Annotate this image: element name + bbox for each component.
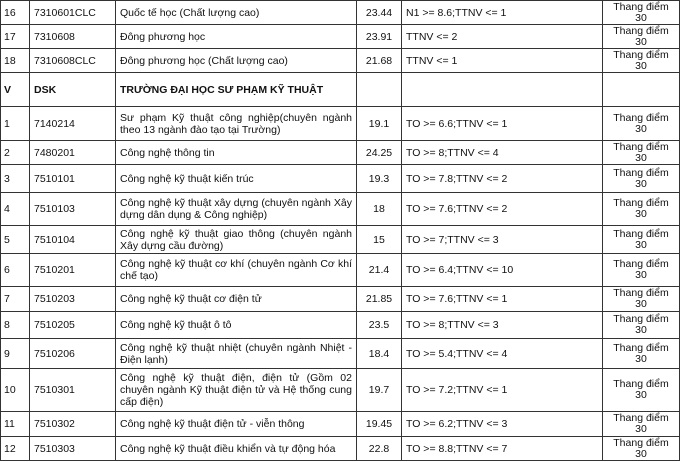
scale-cell: Thang điểm 30 — [603, 369, 680, 412]
table-row — [1, 107, 680, 141]
table-row — [1, 73, 680, 107]
criteria-cell: TO >= 8;TTNV <= 3 — [402, 312, 603, 339]
stt-cell: 7 — [1, 287, 30, 312]
table-row — [1, 141, 680, 165]
score-cell: 23.44 — [357, 1, 402, 25]
table-row — [1, 226, 680, 254]
scale-cell: Thang điểm 30 — [603, 287, 680, 312]
scale-cell: Thang điểm 30 — [603, 312, 680, 339]
stt-cell: V — [1, 73, 30, 107]
name-cell: Đông phương học — [116, 25, 357, 49]
scale-cell: Thang điểm 30 — [603, 141, 680, 165]
criteria-cell: N1 >= 8.6;TTNV <= 1 — [402, 1, 603, 25]
code-cell: 7510206 — [30, 339, 116, 369]
score-cell: 24.25 — [357, 141, 402, 165]
stt-cell: 17 — [1, 25, 30, 49]
stt-cell: 2 — [1, 141, 30, 165]
score-cell: 19.1 — [357, 107, 402, 141]
score-cell: 21.4 — [357, 254, 402, 287]
scale-cell: Thang điểm 30 — [603, 25, 680, 49]
table-row — [1, 1, 680, 25]
score-cell: 21.85 — [357, 287, 402, 312]
stt-cell: 4 — [1, 193, 30, 226]
criteria-cell: TO >= 7.6;TTNV <= 1 — [402, 287, 603, 312]
name-cell: Công nghệ kỹ thuật nhiệt (chuyên ngành Nhiệt - Điện lạnh) — [116, 339, 357, 369]
code-cell: 7510303 — [30, 437, 116, 461]
criteria-cell: TO >= 7.2;TTNV <= 1 — [402, 369, 603, 412]
scale-cell: Thang điểm 30 — [603, 165, 680, 193]
criteria-cell: TO >= 7;TTNV <= 3 — [402, 226, 603, 254]
stt-cell: 5 — [1, 226, 30, 254]
criteria-cell: TO >= 6.4;TTNV <= 10 — [402, 254, 603, 287]
table-row — [1, 49, 680, 73]
criteria-cell: TO >= 8;TTNV <= 4 — [402, 141, 603, 165]
name-cell: Công nghệ kỹ thuật điều khiển và tự động hóa — [116, 437, 357, 461]
name-cell: Công nghệ kỹ thuật kiến trúc — [116, 165, 357, 193]
scale-cell: Thang điểm 30 — [603, 254, 680, 287]
scale-cell: Thang điểm 30 — [603, 412, 680, 437]
table-row — [1, 254, 680, 287]
code-cell: 7310601CLC — [30, 1, 116, 25]
criteria-cell: TO >= 8.8;TTNV <= 7 — [402, 437, 603, 461]
score-cell: 18.4 — [357, 339, 402, 369]
code-cell: 7510104 — [30, 226, 116, 254]
code-cell: 7510205 — [30, 312, 116, 339]
score-cell — [357, 73, 402, 107]
stt-cell: 6 — [1, 254, 30, 287]
name-cell: TRƯỜNG ĐẠI HỌC SƯ PHẠM KỸ THUẬT — [116, 73, 357, 107]
score-cell: 18 — [357, 193, 402, 226]
table-row — [1, 412, 680, 437]
score-cell: 23.91 — [357, 25, 402, 49]
score-cell: 23.5 — [357, 312, 402, 339]
stt-cell: 16 — [1, 1, 30, 25]
name-cell: Công nghệ kỹ thuật cơ điện tử — [116, 287, 357, 312]
table-row — [1, 437, 680, 461]
table-row — [1, 165, 680, 193]
table-row — [1, 193, 680, 226]
criteria-cell — [402, 73, 603, 107]
code-cell: 7310608 — [30, 25, 116, 49]
stt-cell: 1 — [1, 107, 30, 141]
stt-cell: 12 — [1, 437, 30, 461]
scale-cell: Thang điểm 30 — [603, 437, 680, 461]
scale-cell: Thang điểm 30 — [603, 1, 680, 25]
scale-cell: Thang điểm 30 — [603, 49, 680, 73]
name-cell: Công nghệ kỹ thuật giao thông (chuyên ngành Xây dựng cầu đường) — [116, 226, 357, 254]
code-cell: 7510301 — [30, 369, 116, 412]
stt-cell: 9 — [1, 339, 30, 369]
score-cell: 19.3 — [357, 165, 402, 193]
score-cell: 19.7 — [357, 369, 402, 412]
table-body — [1, 1, 680, 461]
name-cell: Công nghệ kỹ thuật xây dựng (chuyên ngành Xây dựng dân dụng & Công nghiệp) — [116, 193, 357, 226]
name-cell: Sư phạm Kỹ thuật công nghiệp(chuyên ngành theo 13 ngành đào tạo tại Trường) — [116, 107, 357, 141]
code-cell: 7310608CLC — [30, 49, 116, 73]
score-cell: 22.8 — [357, 437, 402, 461]
name-cell: Công nghệ kỹ thuật điện, điện tử (Gồm 02 chuyên ngành Kỹ thuật điện tử và Hệ thống cung cấp điện) — [116, 369, 357, 412]
scale-cell: Thang điểm 30 — [603, 339, 680, 369]
criteria-cell: TO >= 6.6;TTNV <= 1 — [402, 107, 603, 141]
code-cell: 7510103 — [30, 193, 116, 226]
name-cell: Công nghệ thông tin — [116, 141, 357, 165]
stt-cell: 8 — [1, 312, 30, 339]
criteria-cell: TTNV <= 2 — [402, 25, 603, 49]
code-cell: 7480201 — [30, 141, 116, 165]
name-cell: Đông phương học (Chất lượng cao) — [116, 49, 357, 73]
code-cell: 7140214 — [30, 107, 116, 141]
stt-cell: 11 — [1, 412, 30, 437]
name-cell: Công nghệ kỹ thuật ô tô — [116, 312, 357, 339]
scale-cell: Thang điểm 30 — [603, 226, 680, 254]
criteria-cell: TO >= 7.6;TTNV <= 2 — [402, 193, 603, 226]
score-cell: 15 — [357, 226, 402, 254]
scale-cell: Thang điểm 30 — [603, 193, 680, 226]
criteria-cell: TO >= 6.2;TTNV <= 3 — [402, 412, 603, 437]
score-cell: 21.68 — [357, 49, 402, 73]
criteria-cell: TTNV <= 1 — [402, 49, 603, 73]
score-cell: 19.45 — [357, 412, 402, 437]
code-cell: 7510101 — [30, 165, 116, 193]
code-cell: DSK — [30, 73, 116, 107]
stt-cell: 18 — [1, 49, 30, 73]
table-row — [1, 339, 680, 369]
criteria-cell: TO >= 5.4;TTNV <= 4 — [402, 339, 603, 369]
name-cell: Quốc tế học (Chất lượng cao) — [116, 1, 357, 25]
code-cell: 7510302 — [30, 412, 116, 437]
code-cell: 7510201 — [30, 254, 116, 287]
table-row — [1, 369, 680, 412]
table-row — [1, 312, 680, 339]
scale-cell — [603, 73, 680, 107]
criteria-cell: TO >= 7.8;TTNV <= 2 — [402, 165, 603, 193]
name-cell: Công nghệ kỹ thuật điện tử - viễn thông — [116, 412, 357, 437]
table-row — [1, 287, 680, 312]
scale-cell: Thang điểm 30 — [603, 107, 680, 141]
table-row — [1, 25, 680, 49]
code-cell: 7510203 — [30, 287, 116, 312]
name-cell: Công nghệ kỹ thuật cơ khí (chuyên ngành Cơ khí chế tạo) — [116, 254, 357, 287]
stt-cell: 3 — [1, 165, 30, 193]
stt-cell: 10 — [1, 369, 30, 412]
